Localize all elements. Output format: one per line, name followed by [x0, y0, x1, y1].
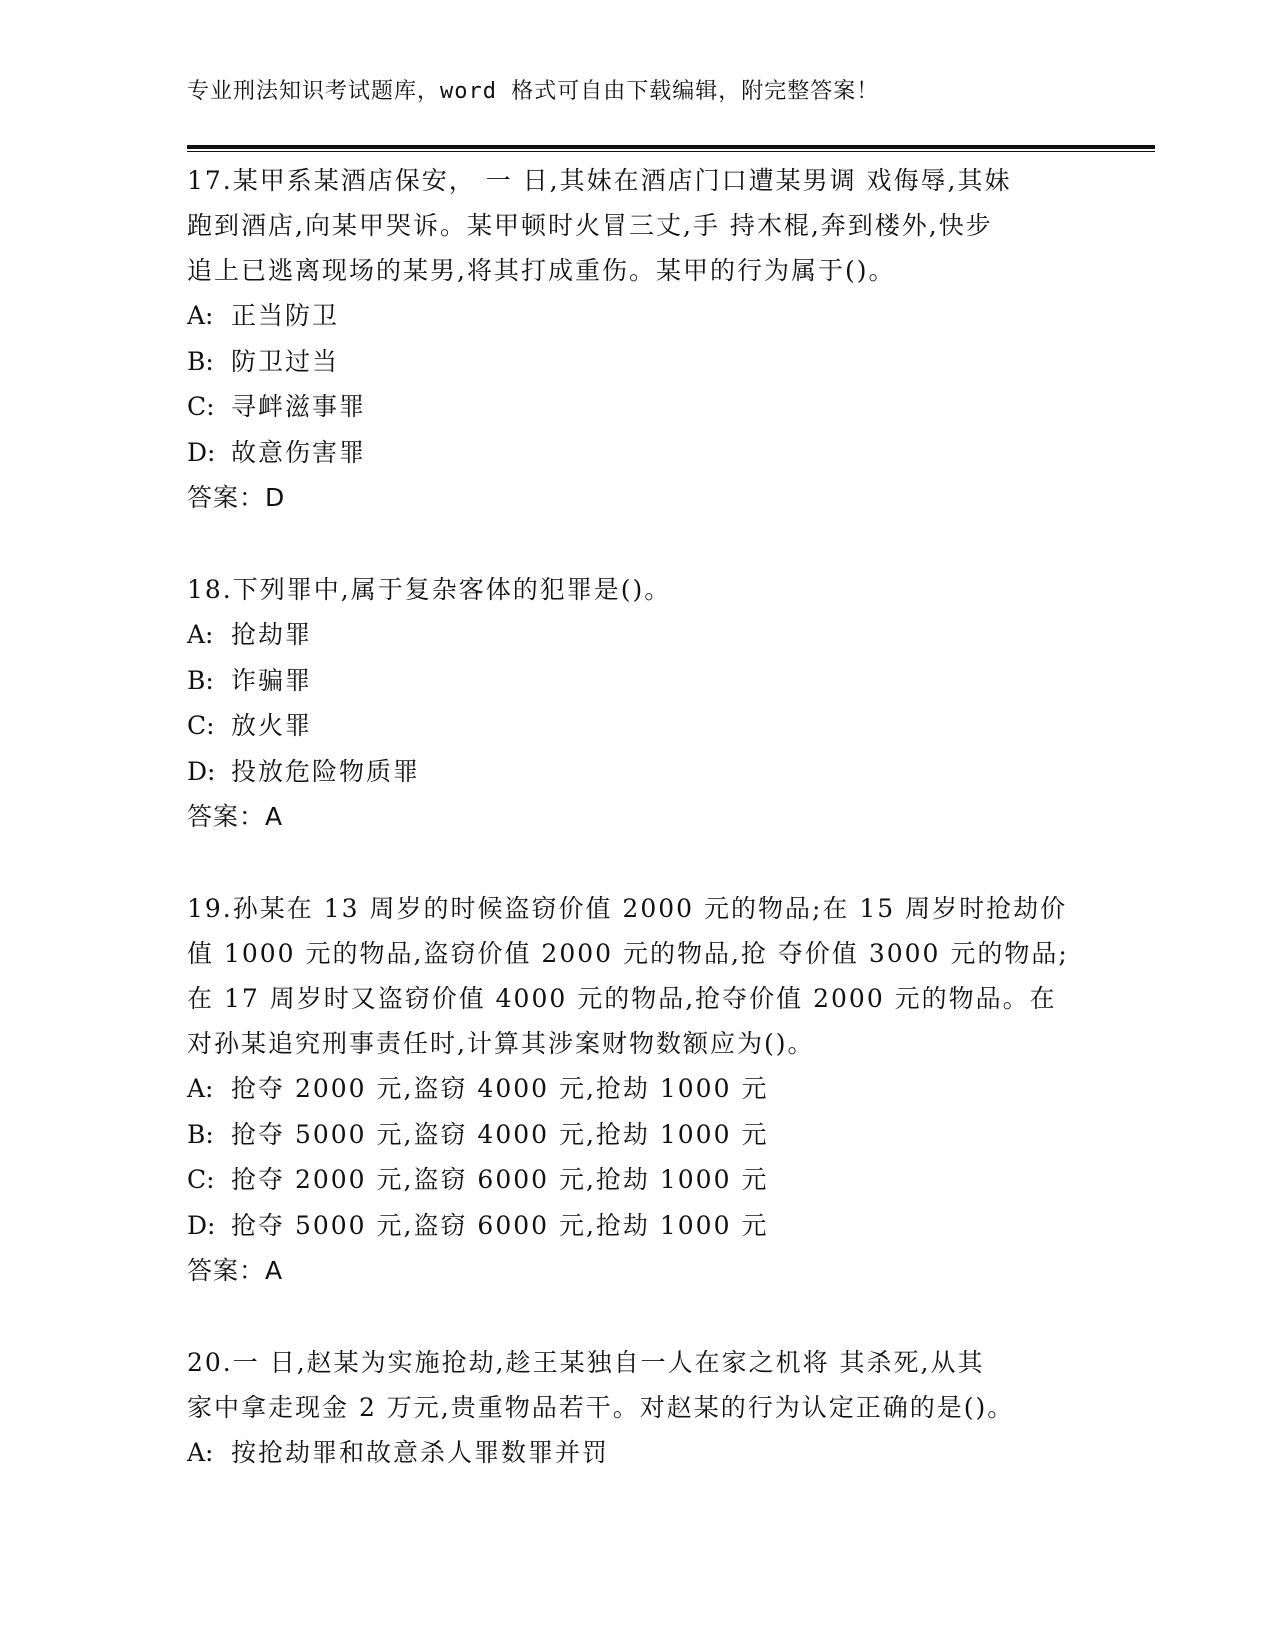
option-text: 抢夺 2000 元,盗窃 6000 元,抢劫 1000 元 [231, 1165, 769, 1194]
page-header: 专业刑法知识考试题库，word 格式可自由下载编辑，附完整答案！ [187, 79, 880, 104]
option-key: C: [187, 1165, 215, 1194]
option-c [187, 384, 1087, 430]
stem-line: 17.某甲系某酒店保安， 一 日,其妹在酒店门口遭某男调 戏侮辱,其妹 [187, 166, 1012, 195]
option-b [187, 658, 1087, 704]
option-key: D: [187, 756, 216, 786]
stem-line: 20.一 日,赵某为实施抢劫,趁王某独自一人在家之机将 其杀死,从其 [187, 1348, 985, 1377]
option-key: B: [187, 1119, 214, 1149]
option-text: 按抢劫罪和故意杀人罪数罪并罚 [231, 1438, 610, 1467]
option-b [187, 1112, 1087, 1158]
option-key: B: [187, 346, 214, 376]
stem-line: 18.下列罪中,属于复杂客体的犯罪是()。 [187, 575, 672, 604]
option-text: 防卫过当 [231, 346, 340, 376]
option-key: B: [187, 665, 214, 695]
question-19 [187, 886, 1087, 1294]
option-key: A: [187, 301, 214, 330]
option-text: 投放危险物质罪 [231, 756, 421, 786]
option-key: D: [187, 437, 216, 467]
stem-line: 值 1000 元的物品,盗窃价值 2000 元的物品,抢 夺价值 3000 元的物品; [187, 939, 1069, 968]
option-d [187, 749, 1087, 795]
option-key: C: [187, 711, 215, 740]
answer-label: 答案：D [187, 483, 286, 512]
stem-line: 对孙某追究刑事责任时,计算其涉案财物数额应为()。 [187, 1029, 815, 1058]
option-text: 抢劫罪 [231, 620, 313, 649]
option-text: 正当防卫 [231, 301, 340, 330]
option-key: A: [187, 620, 214, 649]
question-list [187, 158, 1087, 1522]
option-d [187, 1203, 1087, 1249]
option-text: 故意伤害罪 [231, 437, 367, 467]
header-rule-thick [187, 145, 1155, 149]
option-a [187, 1430, 1087, 1476]
header-rule-thin [187, 151, 1155, 152]
option-text: 抢夺 5000 元,盗窃 4000 元,抢劫 1000 元 [231, 1119, 769, 1149]
option-text: 诈骗罪 [231, 665, 313, 695]
stem-line: 在 17 周岁时又盗窃价值 4000 元的物品,抢夺价值 2000 元的物品。在 [187, 984, 1057, 1013]
question-stem [187, 1340, 1087, 1430]
stem-line: 追上已逃离现场的某男,将其打成重伤。某甲的行为属于()。 [187, 256, 896, 285]
question-stem [187, 886, 1087, 1066]
option-text: 寻衅滋事罪 [231, 392, 367, 421]
option-d [187, 430, 1087, 476]
question-17 [187, 158, 1087, 521]
answer-label: 答案：A [187, 1256, 284, 1285]
option-c [187, 1157, 1087, 1203]
option-key: D: [187, 1210, 216, 1240]
answer-label: 答案：A [187, 802, 284, 831]
option-key: C: [187, 392, 215, 421]
question-18 [187, 567, 1087, 840]
option-c [187, 703, 1087, 749]
option-key: A: [187, 1438, 214, 1467]
option-text: 抢夺 2000 元,盗窃 4000 元,抢劫 1000 元 [231, 1074, 769, 1103]
option-b [187, 339, 1087, 385]
question-stem [187, 567, 1087, 612]
stem-line: 跑到酒店,向某甲哭诉。某甲顿时火冒三丈,手 持木棍,奔到楼外,快步 [187, 211, 993, 240]
option-a [187, 612, 1087, 658]
question-20 [187, 1340, 1087, 1476]
option-text: 放火罪 [231, 711, 313, 740]
stem-line: 19.孙某在 13 周岁的时候盗窃价值 2000 元的物品;在 15 周岁时抢劫价 [187, 894, 1068, 923]
stem-line: 家中拿走现金 2 万元,贵重物品若干。对赵某的行为认定正确的是()。 [187, 1393, 1015, 1422]
option-a [187, 1066, 1087, 1112]
option-a [187, 293, 1087, 339]
question-stem [187, 158, 1087, 293]
option-key: A: [187, 1074, 214, 1103]
option-text: 抢夺 5000 元,盗窃 6000 元,抢劫 1000 元 [231, 1210, 769, 1240]
